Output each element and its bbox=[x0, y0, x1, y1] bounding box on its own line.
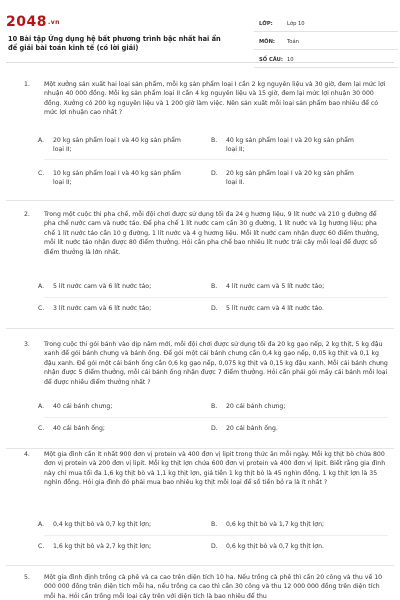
option-text: 20 cái bánh ống. bbox=[226, 425, 278, 432]
option-text: 10 kg sản phẩm loại I và 40 kg sản phẩm loại II; bbox=[53, 170, 181, 187]
question-3 bbox=[6, 340, 394, 449]
question-text: Một gia đình định trồng cà phê và ca cao trên diện tích 10 ha. Nếu trồng cà phê thì cần 20 công và thu về 10 000 000 đồng trên diện tích mỗi ha, nếu trồng ca cao thì cần 30 công và thu 12 000 000 đồng trên diện tích mỗi ha. Hỏi cần trồng mỗi loại cây trên với diện tích là bao nhiêu để thu bbox=[44, 574, 383, 600]
option-label: D. bbox=[211, 170, 218, 177]
option-label: B. bbox=[211, 283, 218, 290]
meta-table bbox=[254, 17, 398, 71]
option-label: B. bbox=[211, 137, 218, 144]
option-divider bbox=[44, 297, 388, 298]
option-text: 40 cái bánh ống; bbox=[53, 425, 105, 432]
option-label: C. bbox=[38, 425, 45, 432]
option-text: 20 kg sản phẩm loại I và 40 kg sản phẩm loại II; bbox=[53, 137, 181, 154]
option-text: 5 lít nước cam và 6 lít nước táo; bbox=[53, 283, 152, 290]
option-label: D. bbox=[211, 305, 218, 312]
meta-value: 10 bbox=[287, 57, 294, 63]
option-text: 20 cái bánh chưng; bbox=[226, 403, 286, 410]
option-text: 3 lít nước cam và 6 lít nước táo; bbox=[53, 305, 152, 312]
site-logo[interactable] bbox=[6, 14, 60, 30]
logo-suffix: .vn bbox=[47, 18, 60, 26]
option-label: A. bbox=[38, 137, 45, 144]
meta-key: SỐ CÂU: bbox=[259, 57, 283, 63]
option-label: C. bbox=[38, 305, 45, 312]
meta-row-count bbox=[254, 53, 398, 68]
question-text: Một gia đình cần ít nhất 900 đơn vị protein và 400 đơn vị lipit trong thức ăn mỗi ngày. Mỗi kg thịt bò chứa 800 đơn vị protein và 200 đơn vị lipit. Mỗi kg thịt lợn chứa 600 đơn vị protein và 400 đơn vị lipit. Biết rằng gia đình này chỉ mua tối đa 1,6 kg thịt bò và 1,1 kg thịt lợn, giá tiền 1 kg thịt bò là 45 nghìn đồng, 1 kg thịt lợn là 35 nghìn đồng. Hỏi gia đình đó phải mua bao nhiêu kg thịt mỗi loại để số tiền bỏ ra là ít nhất ? bbox=[44, 451, 386, 487]
question-text: Trong cuộc thi gói bánh vào dịp năm mới, mỗi đội chơi được sử dụng tối đa 20 kg gạo nếp, 2 kg thịt, 5 kg đậu xanh để gói bánh chưng và bánh ống. Để gói một cái bánh chưng cần 0,4 kg gạo nếp, 0,05 kg thịt và 0,1 kg đậu xanh. Để gói một cái bánh ống cần 0,6 kg gạo nếp, 0,075 kg thịt và 0,15 kg đậu xanh. Mỗi cái bánh chưng nhận được 5 điểm thưởng, mỗi cái bánh ống nhận được 7 điểm thưởng. Hỏi cần phải gói mấy cái bánh mỗi loại để được nhiều điểm thưởng nhất ? bbox=[44, 341, 388, 386]
meta-key: LỚP: bbox=[259, 21, 273, 27]
meta-value: Toán bbox=[287, 39, 299, 45]
option-label: D. bbox=[211, 425, 218, 432]
question-text: Một xưởng sản xuất hai loại sản phẩm, mỗi kg sản phẩm loại I cần 2 kg nguyên liệu và 30 giờ, đem lại mức lợi nhuận 40 000 đồng. Mỗi kg sản phẩm loại II cần 4 kg nguyên liệu và 15 giờ, đem lại mức lợi nhuận 30 000 đồng. Xưởng có 200 kg nguyên liệu và 1 200 giờ làm việc. Nên sản xuất mỗi loại sản phẩm bao nhiêu để có mức lợi nhuận cao nhất ? bbox=[44, 81, 386, 117]
meta-row-subject bbox=[254, 35, 398, 50]
option-text: 1,6 kg thịt bò và 2,7 kg thịt lợn; bbox=[53, 543, 152, 550]
question-number: 1. bbox=[24, 81, 30, 88]
option-text: 20 kg sản phẩm loại I và 20 kg sản phẩm loại II. bbox=[226, 170, 354, 187]
question-number: 2. bbox=[24, 211, 30, 218]
question-number: 3. bbox=[24, 341, 30, 348]
question-4 bbox=[6, 450, 394, 566]
logo-text: 2048 bbox=[6, 14, 47, 30]
meta-value: Lớp 10 bbox=[287, 21, 305, 27]
document-header bbox=[6, 6, 394, 63]
question-number: 5. bbox=[24, 574, 30, 581]
question-text: Trong một cuộc thi pha chế, mỗi đội chơi được sử dụng tối đa 24 g hương liệu, 9 lít nước và 210 g đường để pha chế nước cam và nước táo. Để pha chế 1 lít nước cam cần 30 g đường, 1 lít nước và 1g hương liệu; pha chế 1 lít nước táo cần 10 g đường, 1 lít nước và 4 g hương liệu. Mỗi lít nước cam nhận được 60 điểm thưởng, mỗi lít nước táo nhận được 80 điểm thưởng. Hỏi cần pha chế bao nhiêu lít nước trái cây mỗi loại để được số điểm thưởng là lớn nhất. bbox=[44, 211, 380, 256]
document-title: 10 Bài tập Ứng dụng hệ bất phương trình bậc nhất hai ẩn để giải bài toán kinh tế (có lời giải) bbox=[8, 35, 221, 52]
option-text: 40 cái bánh chưng; bbox=[53, 403, 113, 410]
option-label: A. bbox=[38, 283, 45, 290]
question-5 bbox=[6, 573, 394, 600]
option-label: A. bbox=[38, 521, 45, 528]
question-2 bbox=[6, 210, 394, 329]
option-divider bbox=[44, 159, 388, 160]
option-text: 4 lít nước cam và 5 lít nước táo; bbox=[226, 283, 325, 290]
option-label: B. bbox=[211, 403, 218, 410]
option-label: A. bbox=[38, 403, 45, 410]
option-label: D. bbox=[211, 543, 218, 550]
option-text: 0,6 kg thịt bò và 0,7 kg thịt lợn. bbox=[226, 543, 324, 550]
option-divider bbox=[44, 417, 388, 418]
option-label: C. bbox=[38, 543, 45, 550]
option-text: 0,4 kg thịt bò và 0,7 kg thịt lợn; bbox=[53, 521, 152, 528]
option-text: 40 kg sản phẩm loại I và 20 kg sản phẩm loại II; bbox=[226, 137, 354, 154]
option-label: C. bbox=[38, 170, 45, 177]
option-divider bbox=[44, 535, 388, 536]
question-1 bbox=[6, 80, 394, 201]
question-number: 4. bbox=[24, 451, 30, 458]
meta-key: MÔN: bbox=[259, 39, 275, 45]
meta-row-class bbox=[254, 17, 398, 32]
option-text: 0,6 kg thịt bò và 1,7 kg thịt lợn; bbox=[226, 521, 325, 528]
option-label: B. bbox=[211, 521, 218, 528]
option-text: 5 lít nước cam và 4 lít nước táo. bbox=[226, 305, 324, 312]
